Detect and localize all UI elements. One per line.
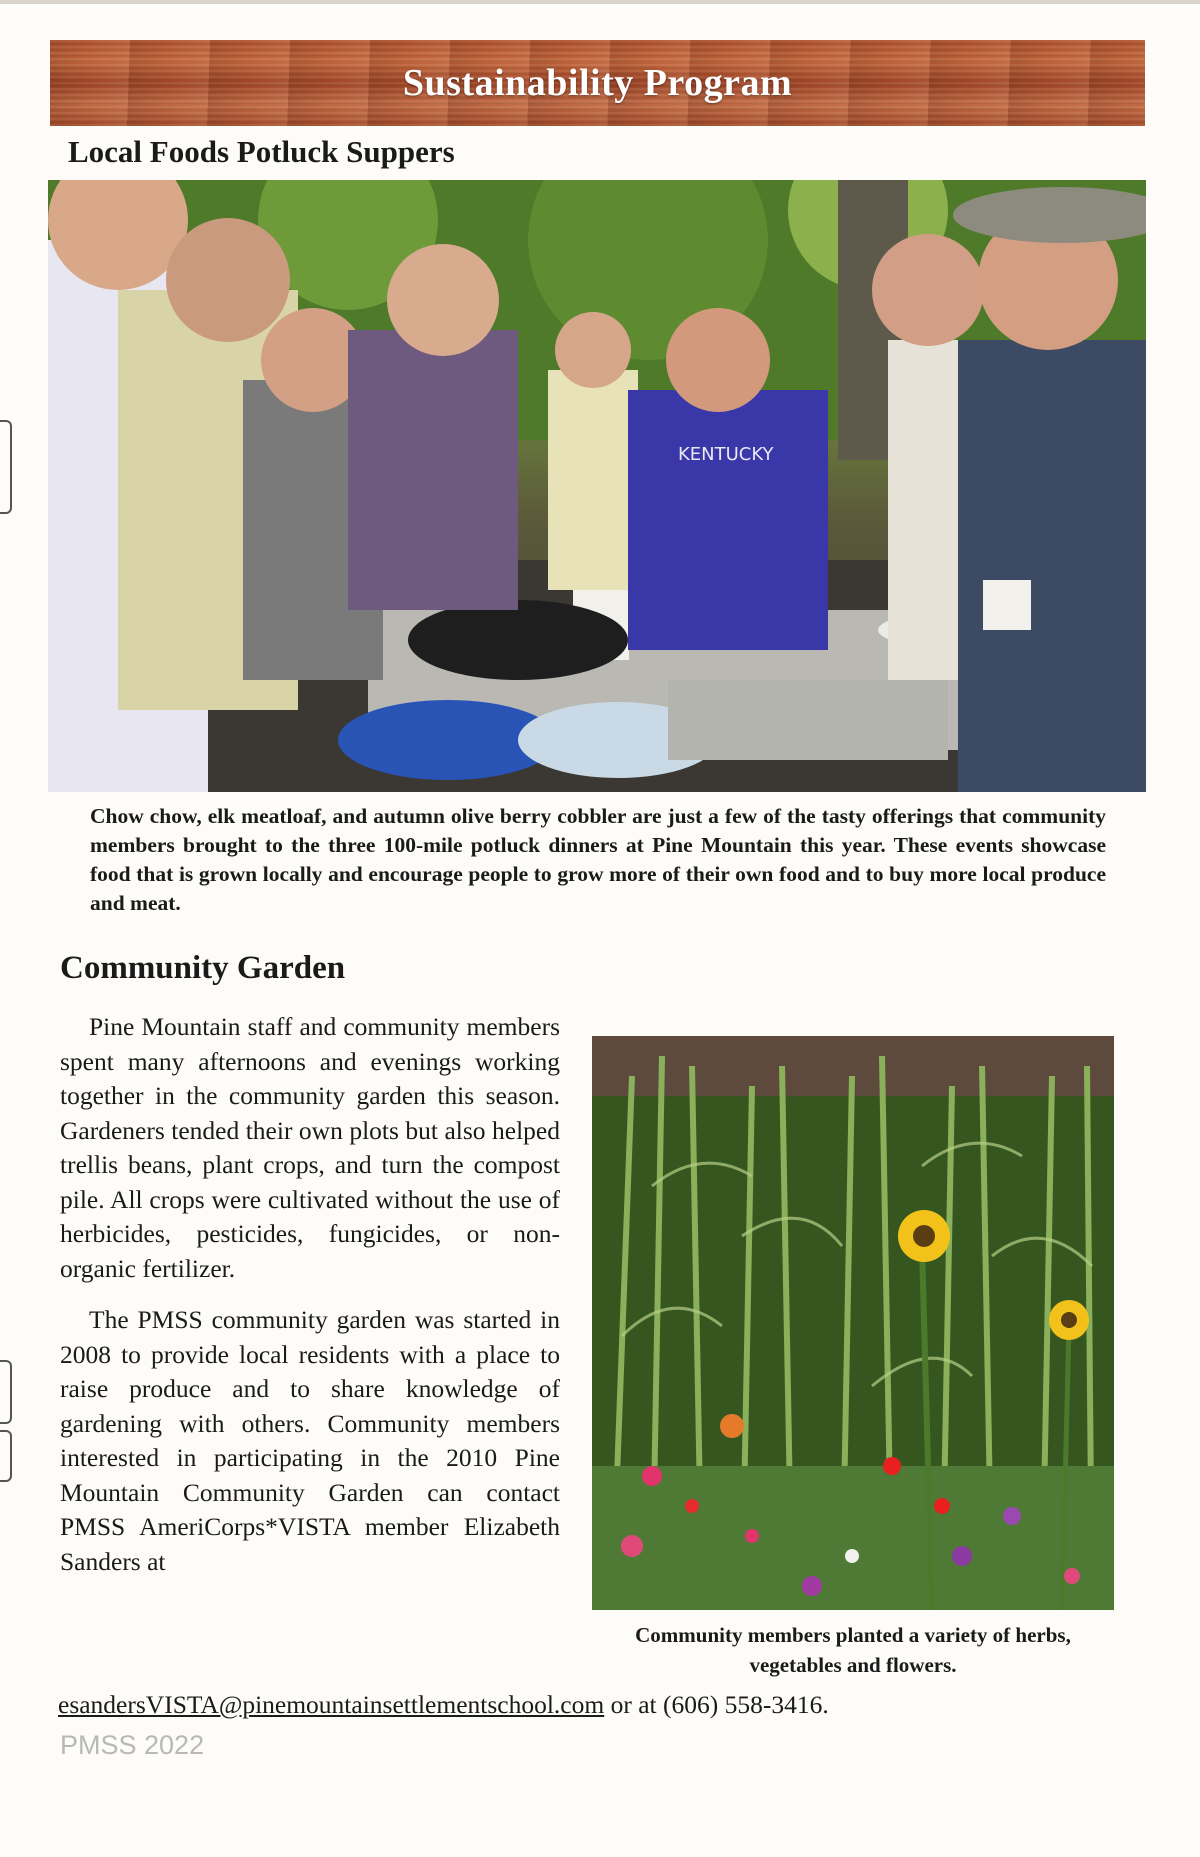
garden-paragraph-2: The PMSS community garden was started in 2008 to provide local residents with a place to raise produce and to share knowledge of gardening with others. Community members interested in participating in the 2010 Pine Mountain Community Garden can contact PMSS AmeriCorps*VISTA member Elizabeth Sanders at	[60, 1305, 560, 1576]
top-edge	[0, 0, 1200, 4]
section-banner	[50, 40, 1145, 126]
potluck-caption: Chow chow, elk meatloaf, and autumn olive berry cobbler are just a few of the tasty offerings that community members brought to the three 100-mile potluck dinners at Pine Mountain this year. These events showcase food that is grown locally and encourage people to grow more of their own food and to buy more local produce and meat.	[90, 804, 1106, 915]
shirt-text: KENTUCKY	[678, 444, 774, 465]
contact-phone: or at (606) 558-3416.	[610, 1690, 829, 1719]
binder-ring-mark	[0, 420, 12, 514]
page-footer: PMSS 2022	[60, 1730, 205, 1760]
binder-ring-mark	[0, 1430, 12, 1482]
binder-ring-mark	[0, 1360, 12, 1424]
garden-caption: Community members planted a variety of herbs, vegetables and flowers.	[635, 1623, 1071, 1677]
garden-photo	[592, 1036, 1114, 1610]
banner-title: Sustainability Program	[402, 62, 793, 104]
potluck-photo	[48, 180, 1146, 792]
garden-body	[60, 1010, 560, 1596]
garden-heading: Community Garden	[60, 950, 346, 986]
potluck-heading: Local Foods Potluck Suppers	[68, 134, 455, 169]
contact-email-link[interactable]: esandersVISTA@pinemountainsettlementschool.com	[58, 1690, 605, 1719]
garden-paragraph-1: Pine Mountain staff and community members spent many afternoons and evenings working together in the community garden this season. Gardeners tended their own plots but also helped trellis beans, plant crops, and turn the compost pile. All crops were cultivated without the use of herbicides, pesticides, fungicides, or non-organic fertilizer.	[60, 1012, 560, 1283]
contact-line	[58, 1690, 829, 1720]
